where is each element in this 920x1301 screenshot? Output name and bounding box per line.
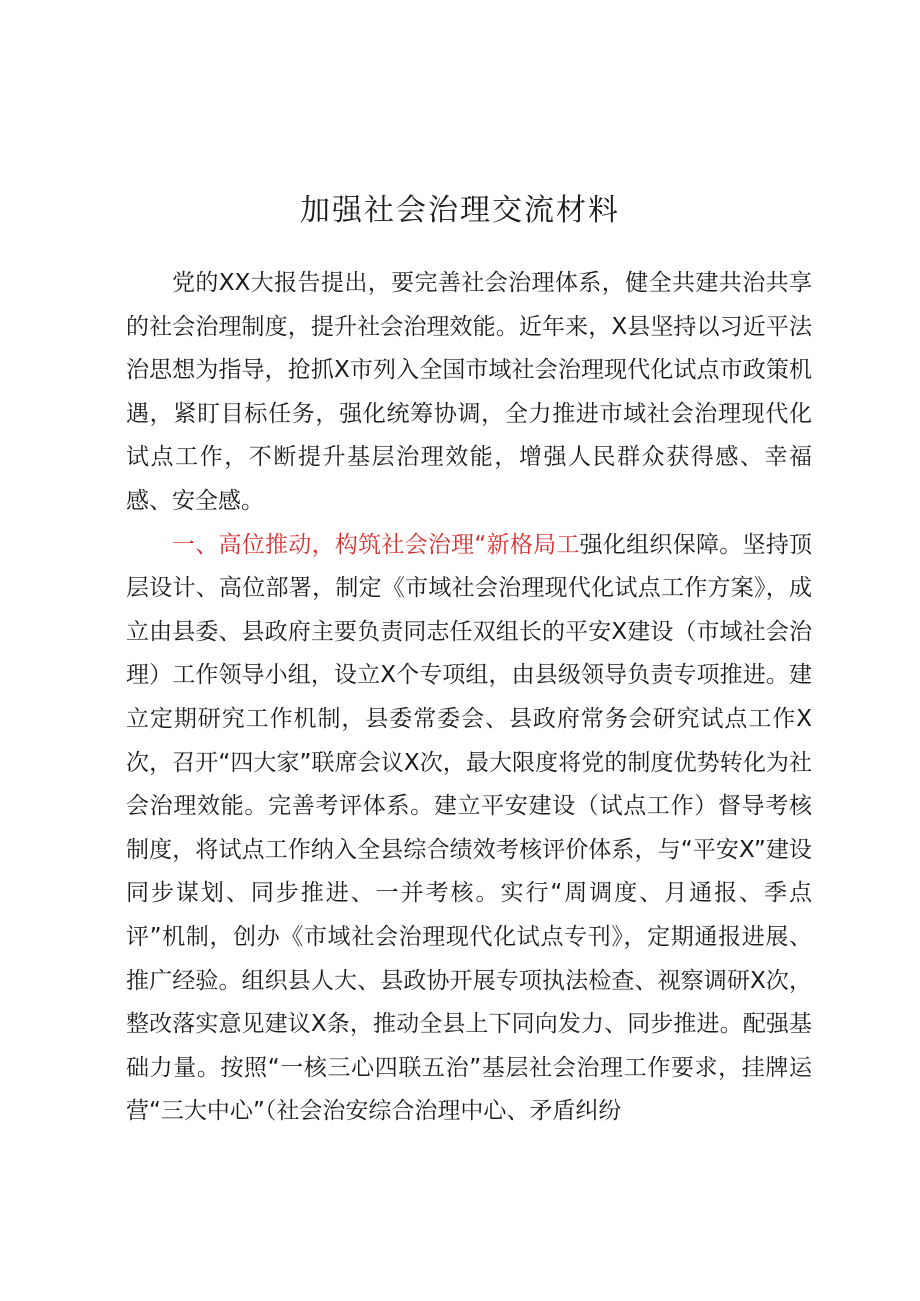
section-1-body: 强化组织保障。坚持顶层设计、高位部署，制定《市域社会治理现代化试点工作方案》，成立由县委、县政府主要负责同志任双组长的平安X建设（市域社会治理）工作领导小组，设立X个专项组，由县级领导负责专项推进。建立定期研究工作机制，县委常委会、县政府常务会研究试点工作X次，召开“四大家”联席会议X次，最大限度将党的制度优势转化为社会治理效能。完善考评体系。建立平安建设（试点工作）督导考核制度，将试点工作纳入全县综合绩效考核评价体系，与“平安X”建设同步谋划、同步推进、一并考核。实行“周调度、月通报、季点评”机制，创办《市域社会治理现代化试点专刊》，定期通报进展、推广经验。组织县人大、县政协开展专项执法检查、视察调研X次，整改落实意见建议X条，推动全县上下同向发力、同步推进。配强基础力量。按照“一核三心四联五治”基层社会治理工作要求，挂牌运营“三大中心”（社会治安综合治理中心、矛盾纠纷: [126, 531, 813, 1125]
intro-paragraph: 党的XX大报告提出，要完善社会治理体系，健全共建共治共享的社会治理制度，提升社会治理效能。近年来，X县坚持以习近平法治思想为指导，抢抓X市列入全国市域社会治理现代化试点市政策机遇，紧盯目标任务，强化统筹协调，全力推进市域社会治理现代化试点工作，不断提升基层治理效能，增强人民群众获得感、幸福感、安全感。: [126, 270, 812, 514]
document-body: [126, 262, 812, 1134]
section-1-paragraph: [126, 524, 812, 1134]
section-1-heading: 一、高位推动，构筑社会治理“新格局工: [172, 531, 580, 558]
document-title: 加强社会治理交流材料: [300, 193, 620, 228]
